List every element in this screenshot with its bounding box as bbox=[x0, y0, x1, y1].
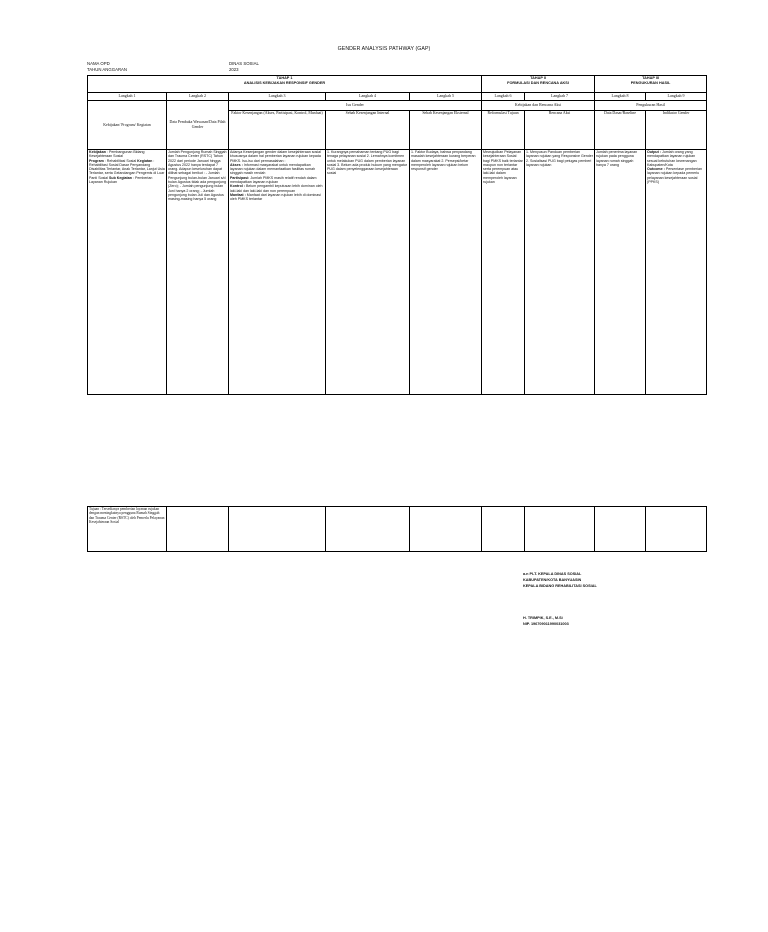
table-row bbox=[88, 150, 707, 395]
signatory-name: H. TRIMPIK, S.E., M.Si bbox=[523, 616, 563, 620]
tujuan-empty-cell bbox=[167, 507, 229, 552]
document-title: GENDER ANALYSIS PATHWAY (GAP) bbox=[337, 46, 431, 52]
kontrol-text: Belum pengambil keputusan lebih dominan oleh laki-laki dan laki-laki dan non perempuan bbox=[230, 184, 323, 193]
cell-reformulasi-tujuan bbox=[482, 150, 525, 395]
cell-data-dasar bbox=[595, 150, 646, 395]
stage-2-title: TAHAP II bbox=[530, 76, 546, 80]
stage-1-subtitle: ANALISIS KEBIJAKAN RESPONSIF GENDER bbox=[243, 80, 326, 85]
tujuan-empty-cell bbox=[326, 507, 410, 552]
outcome-label: Outcome : bbox=[647, 167, 665, 172]
tujuan-empty-cell bbox=[595, 507, 646, 552]
step-1: Langkah 1 bbox=[88, 93, 167, 101]
output-label: Output : bbox=[647, 150, 662, 154]
column-header-5: Sebab Kesenjangan Eksternal bbox=[410, 111, 482, 150]
tujuan-text: Tujuan : Tersedianya pemberian layanan rujukan dengan meningkatnya pengguna Rumah Singgah dan Trauma Center (RSTC) oleh Pemerlu Pelayanan Kesejahteraan Sosial bbox=[89, 507, 165, 525]
reformulasi-text: Mewujudkan Pelayanan kesejahteraan Sosial bagi PMKS baik terlantar maupun non terlantar serta perempuan atau laki-laki dalam memperoleh layanan rujukan bbox=[483, 150, 523, 185]
cell-kebijakan bbox=[88, 150, 167, 395]
column-header-1: Kebijakan/ Program/ Kegiatan bbox=[88, 101, 167, 150]
data-pembuka-text: Jumlah Pengunjung Rumah Singgah dan Trauma Center (RSTC) Tahun 2022 dari periode Januari hingga Agustus 2022 hanya terdapat 7 orang. Adapun keseluruhan dapat dilihat sebagai berikut : - Jumlah Pengunjung bulan-bulan Januari s/d bulan Agustus tidak ada pengunjung (Zero); - Jumlah pengunjung bulan Juni hanya 2 orang; - Jumlah pengunjung bulan Juli dan Agustus masing-masing hanya 5 orang bbox=[168, 150, 227, 202]
stage-3-title: TAHAP III bbox=[642, 76, 660, 80]
program-text: : Rehabilitasi Sosial bbox=[104, 158, 137, 163]
tahun-value: 2023 bbox=[229, 67, 239, 72]
data-dasar-text: Jumlah penerima layanan rujukan pada pengguna layanan rumah singgah hanya 7 orang bbox=[596, 150, 638, 167]
column-header-6: Reformulasi Tujuan bbox=[482, 111, 525, 150]
partisipasi-label: Partisipasi: bbox=[230, 175, 250, 180]
rencana-aksi-text: 1. Menyusun Panduan pemberian layanan rujukan yang Responsive Gender 2. Sosialisasi PUG bagi petugas pemberi layanan rujukan bbox=[526, 150, 593, 167]
kebijakan-label: Kebijakan bbox=[89, 150, 106, 154]
column-header-3: Faktor Kesenjangan (Akses, Partisipasi, Kontrol, Manfaat) bbox=[229, 111, 326, 150]
stage-3-subtitle: PENGUKURAN HASIL bbox=[630, 80, 671, 85]
signature-block bbox=[523, 572, 597, 589]
step-6: Langkah 6 bbox=[482, 93, 525, 101]
cell-faktor-kesenjangan bbox=[229, 150, 326, 395]
output-text: Jumlah orang yang mendapatkan layanan rujukan sesuai kebutuhan kewenangan Kabupaten/Kota bbox=[647, 150, 697, 167]
manfaat-text: Manfaat dari layanan rujukan lebih di dominasi oleh PMKS terlantar bbox=[230, 192, 321, 202]
column-header-8: Data Dasar/Baseline bbox=[595, 111, 646, 150]
step-row bbox=[88, 93, 707, 101]
tujuan-cell bbox=[88, 507, 167, 552]
signature-name-block bbox=[523, 616, 569, 628]
stage-2-subtitle: FORMULASI DAN RENCANA AKSI bbox=[507, 80, 569, 85]
sebab-eksternal-text: 1. Faktor Budaya, bahwa penyandang masalah kesejahteraan kurang berperan dalam masyarakat 2. Persepsi/ketar memperoleh layanan rujukan belum responsif gender bbox=[411, 150, 476, 172]
kebijakan-text: : Pembangunan Bidang Kesejahteraan Sosial bbox=[89, 150, 145, 159]
signature-line-2: KABUPATEN/KOTA BANYUASIN bbox=[523, 577, 582, 582]
column-header-7: Rencana Aksi bbox=[525, 111, 595, 150]
group-pengukuran: Pengukuran Hasil bbox=[595, 101, 707, 111]
kontrol-label: Kontrol : bbox=[230, 184, 245, 189]
subkegiatan-label: Sub Kegiatan bbox=[108, 175, 132, 180]
column-header-9: Indikator Gender bbox=[646, 111, 707, 150]
tujuan-empty-cell bbox=[646, 507, 707, 552]
subkegiatan-text: : Pemberian Layanan Rujukan bbox=[89, 175, 153, 185]
tujuan-empty-cell bbox=[229, 507, 326, 552]
outcome-text: Persentase pemberian layanan rujukan kepada pemerlu pelayanan kesejahteraan sosial (PPKS) bbox=[647, 167, 702, 185]
stage-1-title: TAHAP 1 bbox=[276, 76, 293, 80]
signature-line-1: a.n PLT. KEPALA DINAS SOSIAL bbox=[523, 572, 582, 576]
tujuan-empty-cell bbox=[482, 507, 525, 552]
stage-1 bbox=[88, 76, 482, 93]
step-5: Langkah 5 bbox=[410, 93, 482, 101]
kegiatan-label: Kegiatan bbox=[137, 158, 153, 163]
cell-indikator-gender bbox=[646, 150, 707, 395]
cell-rencana-aksi bbox=[525, 150, 595, 395]
tujuan-empty-cell bbox=[525, 507, 595, 552]
step-3: Langkah 3 bbox=[229, 93, 326, 101]
column-header-4: Sebab Kesenjangan Internal bbox=[326, 111, 410, 150]
group-row bbox=[88, 101, 707, 111]
sebab-internal-text: 1. Kurangnya pemahaman tentang PUG bagi tenaga pelayanan sosial 2. Lemahnya komitmen untuk melakukan PUG dalam pemberian layanan sosial 3. Belum ada produk hukum yang mengatur PUG dalam penyelenggaraan kesejahteraan sosial bbox=[327, 150, 408, 176]
group-kebijakan: Kebijakan dan Rencana Aksi bbox=[482, 101, 595, 111]
tujuan-empty-cell bbox=[410, 507, 482, 552]
cell-sebab-internal bbox=[326, 150, 410, 395]
signature-line-3: KEPALA BIDANG REHABILITASI SOSIAL bbox=[523, 583, 597, 588]
cell-data-pembuka bbox=[167, 150, 229, 395]
kegiatan-text: : Rehabilitasi Sosial Dasar Penyandang Disabilitas Terlantar, Anak Terlantar, Lanjut Usia Terlantar, serta Gelandangan Pengemis di Luar Panti Sosial bbox=[89, 158, 165, 180]
step-2: Langkah 2 bbox=[167, 93, 229, 101]
program-label: Program bbox=[89, 158, 104, 163]
akses-text: Informasi masyarakat untuk mendapatkan layanan rujukan dalam memanfaatkan fasilitas rumah singgah masih rendah bbox=[230, 162, 316, 176]
gap-table bbox=[87, 75, 707, 395]
stage-row bbox=[88, 76, 707, 93]
opd-value: DINAS SOSIAL bbox=[229, 61, 259, 66]
stage-2 bbox=[482, 76, 595, 93]
partisipasi-text: Jumlah PMKS masih relatif rendah dalam mendapatkan layanan rujukan bbox=[230, 175, 317, 185]
tujuan-row bbox=[88, 507, 707, 552]
opd-label: NAMA OPD bbox=[87, 61, 110, 66]
signatory-nip: NIP. 196709011990031003 bbox=[523, 621, 569, 626]
tujuan-table bbox=[87, 506, 707, 552]
step-9: Langkah 9 bbox=[646, 93, 707, 101]
manfaat-label: Manfaat : bbox=[230, 192, 246, 197]
step-7: Langkah 7 bbox=[525, 93, 595, 101]
step-4: Langkah 4 bbox=[326, 93, 410, 101]
column-header-2: Data Pembuka Wawasan/Data Pilah Gender bbox=[167, 101, 229, 150]
group-isu-gender: Isu Gender bbox=[229, 101, 482, 111]
stage-3 bbox=[595, 76, 707, 93]
cell-sebab-eksternal bbox=[410, 150, 482, 395]
faktor-intro: Adanya Kesenjangan gender dalam kesejahteraan sosial khususnya dalam hal pemberian layanan rujukan kepada PMKS. Isu-isu dari permasalahan : bbox=[230, 150, 321, 163]
akses-label: Akses : bbox=[230, 162, 243, 167]
document-meta bbox=[87, 61, 287, 75]
step-8: Langkah 8 bbox=[595, 93, 646, 101]
tahun-label: TAHUN ANGGARAN bbox=[87, 67, 128, 72]
